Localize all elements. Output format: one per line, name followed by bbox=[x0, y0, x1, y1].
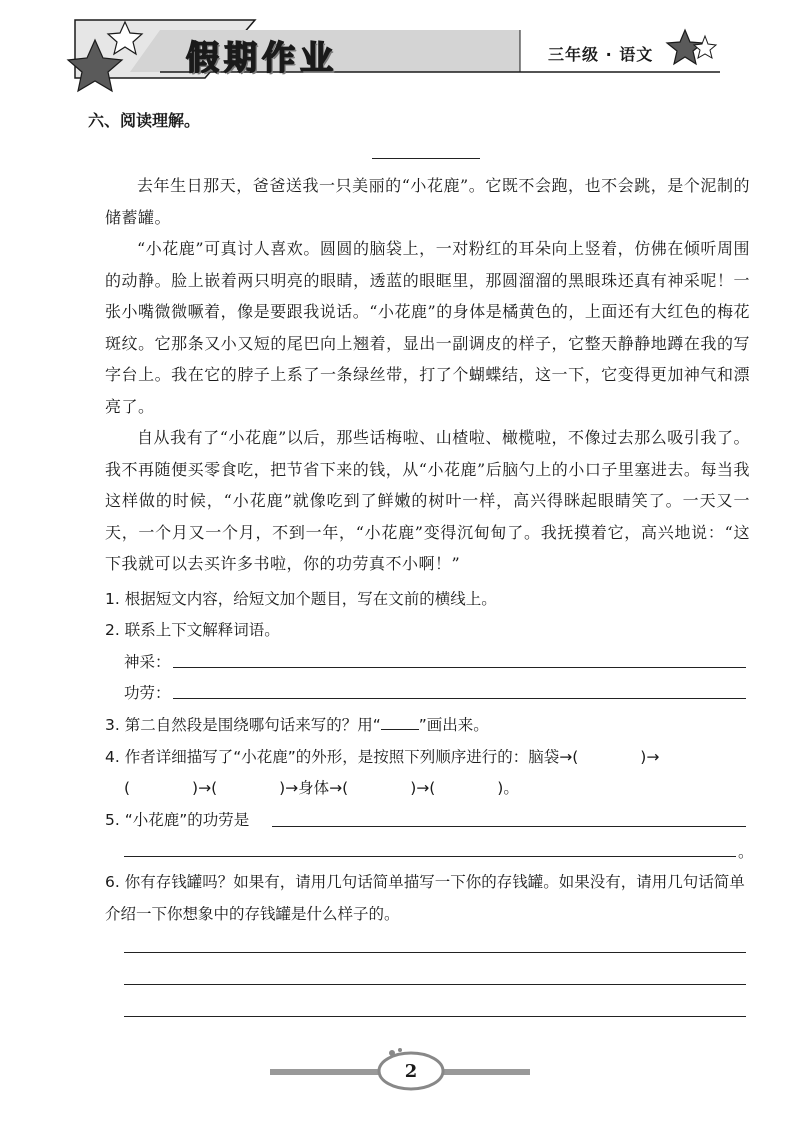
section-title: 六、阅读理解。 bbox=[88, 111, 201, 130]
header-grade-subject: 三年级 · 语文 bbox=[548, 45, 654, 64]
page-header bbox=[0, 0, 800, 110]
q5-end-period: 。 bbox=[738, 843, 754, 861]
q2-word-gonglao-answer-line[interactable] bbox=[173, 698, 746, 699]
star-right-icon bbox=[667, 30, 716, 64]
q2-word-shencai-label: 神采： bbox=[124, 653, 171, 671]
passage-paragraph: “小花鹿”可真讨人喜欢。圆圆的脑袋上，一对粉红的耳朵向上竖着，仿佛在倾听周围的动静。脸上嵌着两只明亮的眼睛，透蓝的眼眶里，那圆溜溜的黑眼珠还真有神采呢！一张小嘴微微噘着，像是要跟我说话。“小花鹿”的身体是橘黄色的，上面还有大红色的梅花斑纹。它那条又小又短的尾巴向上翘着，显出一副调皮的样子，它整天静静地蹲在我的写字台上。我在它的脖子上系了一条绿丝带，打了个蝴蝶结，这一下，它变得更加神气和漂亮了。 bbox=[105, 239, 750, 416]
passage-title-blank bbox=[372, 158, 480, 159]
question-4-line-2: ( )→( )→身体→( )→( )。 bbox=[124, 779, 519, 797]
reading-passage bbox=[105, 170, 750, 580]
question-5: 5. “小花鹿”的功劳是 bbox=[105, 811, 250, 829]
page-footer bbox=[0, 1045, 800, 1105]
passage-paragraph: 自从我有了“小花鹿”以后，那些话梅啦、山楂啦、橄榄啦，不像过去那么吸引我了。我不再随便买零食吃，把节省下来的钱，从“小花鹿”后脑勺上的小口子里塞进去。每当我这样做的时候，“小花鹿”就像吃到了鲜嫩的树叶一样，高兴得眯起眼睛笑了。一天又一天，一个月又一个月，不到一年，“小花鹿”变得沉甸甸了。我抚摸着它，高兴地说：“这下我就可以去买许多书啦，你的功劳真不小啊！” bbox=[105, 428, 750, 573]
page-number: 2 bbox=[404, 1061, 418, 1082]
q3-underline-sample bbox=[381, 715, 419, 730]
question-2: 2. 联系上下文解释词语。 bbox=[105, 621, 280, 639]
footer-dot-icon bbox=[389, 1050, 395, 1056]
q2-word-shencai-answer-line[interactable] bbox=[173, 667, 746, 668]
question-1: 1. 根据短文内容，给短文加个题目，写在文前的横线上。 bbox=[105, 590, 497, 608]
q6-answer-line-3[interactable] bbox=[124, 1016, 746, 1017]
question-6: 6. 你有存钱罐吗？如果有，请用几句话简单描写一下你的存钱罐。如果没有，请用几句话简单介绍一下你想象中的存钱罐是什么样子的。 bbox=[105, 873, 745, 923]
q5-answer-line-2[interactable] bbox=[124, 856, 736, 857]
question-3-text-start: 3. 第二自然段是围绕哪句话来写的？用“ bbox=[105, 716, 381, 734]
question-3-text-end: ”画出来。 bbox=[418, 716, 489, 734]
q6-answer-line-1[interactable] bbox=[124, 952, 746, 953]
q5-answer-line-1[interactable] bbox=[272, 826, 746, 827]
question-3 bbox=[105, 713, 489, 735]
question-4-line-1: 4. 作者详细描写了“小花鹿”的外形，是按照下列顺序进行的：脑袋→( )→ bbox=[105, 748, 660, 766]
q2-word-gonglao-label: 功劳： bbox=[124, 684, 171, 702]
header-title: 假期作业 bbox=[186, 38, 338, 77]
q6-answer-line-2[interactable] bbox=[124, 984, 746, 985]
footer-dot-icon bbox=[398, 1048, 402, 1052]
passage-paragraph: 去年生日那天，爸爸送我一只美丽的“小花鹿”。它既不会跑，也不会跳，是个泥制的储蓄罐。 bbox=[105, 176, 750, 227]
header-decoration bbox=[0, 0, 800, 110]
